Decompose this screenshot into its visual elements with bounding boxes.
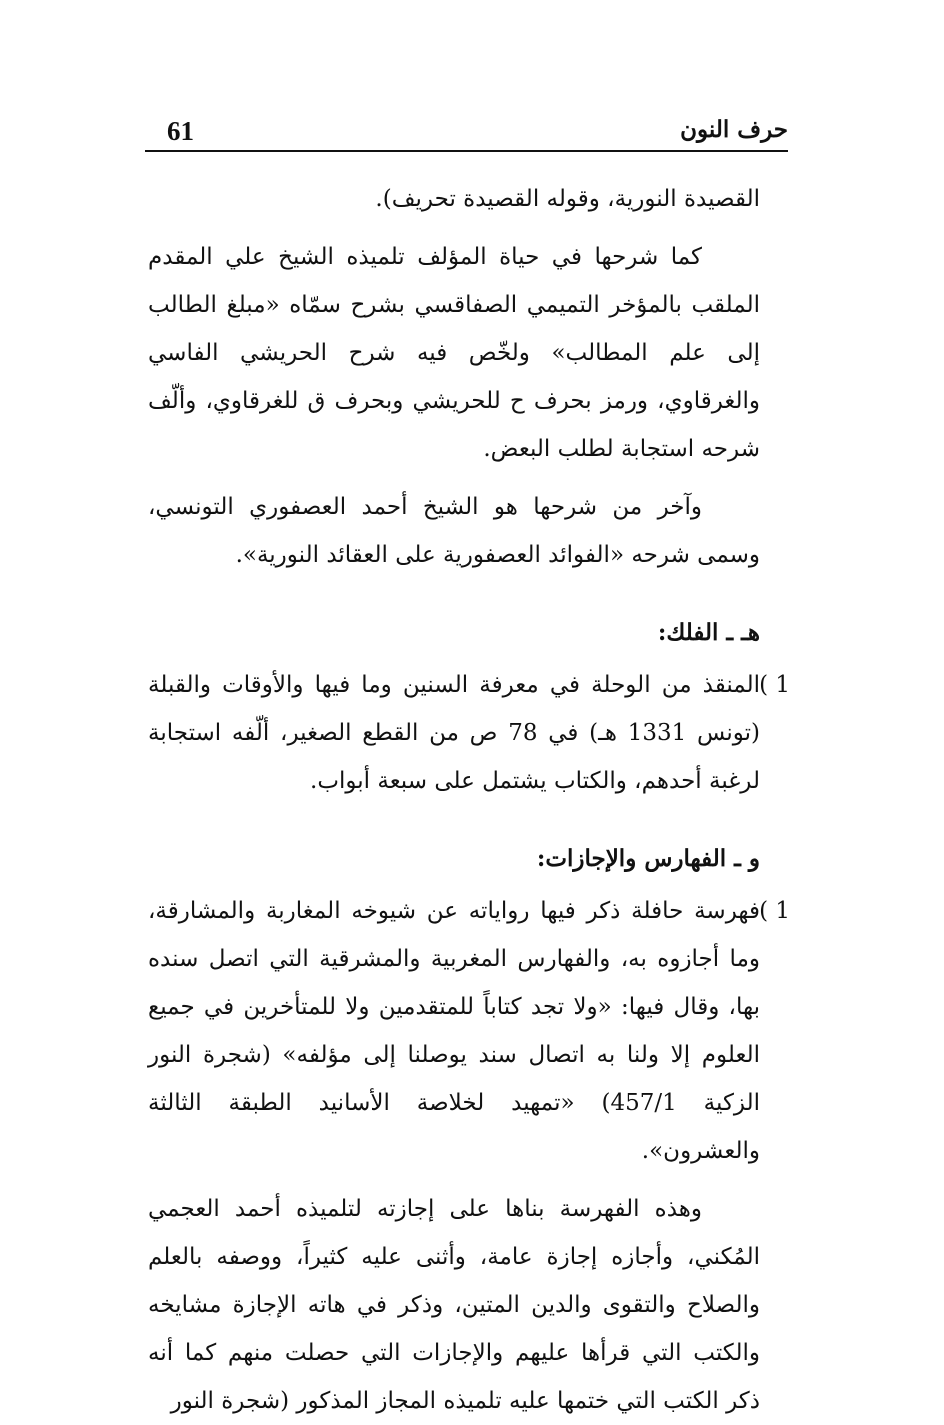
page-body [148, 175, 790, 1425]
list-item-indexes-1 [148, 887, 790, 1175]
page-header [145, 112, 788, 152]
page-number: 61 [167, 116, 194, 146]
item-number: 1 ) [759, 898, 790, 924]
paragraph-continuation: وهذه الفهرسة بناها على إجازته لتلميذه أحمد العجمي المُكني، وأجازه إجازة عامة، وأثنى عليه كثيراً، ووصفه بالعلم والصلاح والتقوى والدين المتين، وذكر في هاته الإجازة مشايخه والكتب التي قرأها عليهم والإجازات التي حصلت منهم كما أنه ذكر الكتب التي ختمها عليه تلميذه المجاز المذكور (شجرة النور [148, 1196, 760, 1414]
running-title: حرف النون [680, 116, 788, 143]
item-text: فهرسة حافلة ذكر فيها رواياته عن شيوخه المغاربة والمشارقة، وما أجازوه به، والفهارس المغربية والمشرقية التي اتصل سنده بها، وقال فيها: «ولا تجد كتاباً للمتقدمين ولا للمتأخرين في جميع العلوم إلا ولنا به اتصال سند يوصلنا إلى مؤلفه» (شجرة النور الزكية 457/1) «تمهيد لخلاصة الأسانيد الطبقة الثالثة والعشرون». [148, 898, 760, 1164]
section-heading-indexes: و ـ الفهارس والإجازات: [536, 845, 760, 872]
item-text: المنقذ من الوحلة في معرفة السنين وما فيها والأوقات والقبلة (تونس 1331 هـ) في 78 ص من القطع الصغير، ألّفه استجابة لرغبة أحدهم، والكتاب يشتمل على سبعة أبواب. [148, 672, 760, 794]
header-rule [145, 150, 788, 152]
section-heading-astronomy: هـ ـ الفلك: [657, 619, 760, 646]
item-number: 1 ) [759, 672, 790, 698]
paragraph-1: القصيدة النورية، وقوله القصيدة تحريف). [375, 186, 760, 212]
paragraph-2: كما شرحها في حياة المؤلف تلميذه الشيخ علي المقدم الملقب بالمؤخر التميمي الصفاقسي بشرح سمّاه «مبلغ الطالب إلى علم المطالب» ولخّص فيه شرح الحريشي الفاسي والغرقاوي، ورمز بحرف ح للحريشي وبحرف ق للغرقاوي، وألّف شرحه استجابة لطلب البعض. [148, 244, 760, 462]
list-item-astronomy-1 [148, 661, 790, 805]
paragraph-3: وآخر من شرحها هو الشيخ أحمد العصفوري التونسي، وسمى شرحه «الفوائد العصفورية على العقائد النورية». [148, 494, 760, 568]
